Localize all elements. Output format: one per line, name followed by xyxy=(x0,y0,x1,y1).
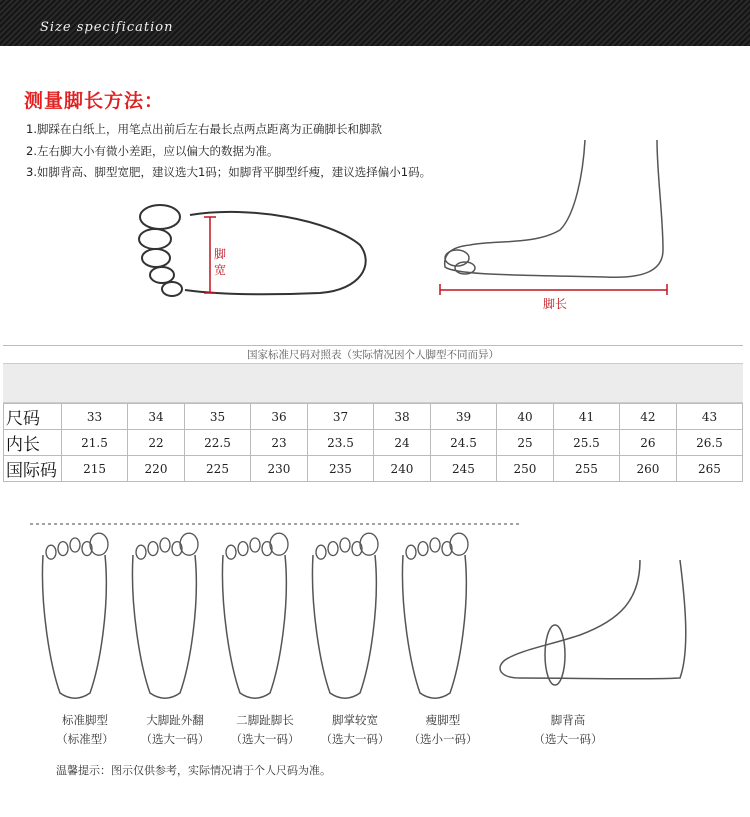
toe-outline xyxy=(418,542,428,556)
toe-outline xyxy=(250,538,260,552)
size-cell: 23.5 xyxy=(307,430,373,456)
foot-type-name: 脚背高 xyxy=(550,713,586,727)
size-cell: 265 xyxy=(676,456,742,482)
foot-outline xyxy=(42,555,106,698)
size-cell: 260 xyxy=(619,456,676,482)
size-cell: 22.5 xyxy=(184,430,250,456)
foot-type-outlines xyxy=(30,515,530,705)
toe-outline xyxy=(148,542,158,556)
toe-outline xyxy=(430,538,440,552)
size-cell: 25 xyxy=(496,430,553,456)
foot-type-advice: （选大一码） xyxy=(533,732,603,746)
foot-type-name: 瘦脚型 xyxy=(425,713,461,727)
toe-outline xyxy=(360,533,378,555)
toe-outline xyxy=(328,542,338,556)
size-cell: 21.5 xyxy=(62,430,128,456)
size-row-header: 国际码 xyxy=(4,456,62,482)
size-chart-header-band xyxy=(3,363,743,403)
foot-type-advice: （选大一码） xyxy=(140,732,210,746)
foot-length-label: 脚长 xyxy=(543,297,568,311)
size-cell: 26 xyxy=(619,430,676,456)
size-cell: 33 xyxy=(62,404,128,430)
toe-outline xyxy=(46,545,56,559)
toe-outline xyxy=(70,538,80,552)
size-cell: 26.5 xyxy=(676,430,742,456)
size-row-header: 内长 xyxy=(4,430,62,456)
size-row xyxy=(4,404,743,430)
size-cell: 230 xyxy=(251,456,308,482)
header-banner xyxy=(0,0,750,46)
foot-type-name: 二脚趾脚长 xyxy=(236,713,294,727)
foot-type-advice: （选大一码） xyxy=(230,732,300,746)
size-cell: 24.5 xyxy=(430,430,496,456)
size-cell: 255 xyxy=(553,456,619,482)
foot-sole-illustration xyxy=(130,195,380,305)
foot-type-advice: （选大一码） xyxy=(320,732,390,746)
size-cell: 215 xyxy=(62,456,128,482)
foot-outline xyxy=(222,555,286,698)
size-cell: 240 xyxy=(374,456,431,482)
foot-width-label: 脚宽 xyxy=(214,247,227,277)
foot-outline xyxy=(132,555,196,698)
toe-outline xyxy=(136,545,146,559)
toe-outline xyxy=(270,533,288,555)
toe-outline xyxy=(58,542,68,556)
toe-outline xyxy=(160,538,170,552)
toe-outline xyxy=(180,533,198,555)
size-row xyxy=(4,456,743,482)
banner-title: Size specification xyxy=(40,20,174,35)
foot-outline xyxy=(312,555,376,698)
foot-type-advice: （选小一码） xyxy=(408,732,478,746)
size-cell: 40 xyxy=(496,404,553,430)
toe-outline xyxy=(226,545,236,559)
size-cell: 250 xyxy=(496,456,553,482)
size-row-header: 尺码 xyxy=(4,404,62,430)
size-cell: 43 xyxy=(676,404,742,430)
size-cell: 245 xyxy=(430,456,496,482)
size-cell: 34 xyxy=(128,404,185,430)
foot-type-advice: （标准型） xyxy=(56,732,114,746)
instruction-3: 3.如脚背高、脚型宽肥，建议选大1码；如脚背平脚型纤瘦，建议选择偏小1码。 xyxy=(26,165,432,179)
size-cell: 220 xyxy=(128,456,185,482)
size-cell: 22 xyxy=(128,430,185,456)
size-cell: 24 xyxy=(374,430,431,456)
measure-heading: 测量脚长方法： xyxy=(24,90,165,112)
high-instep-illustration xyxy=(490,560,700,710)
size-cell: 225 xyxy=(184,456,250,482)
foot-type-name: 脚掌较宽 xyxy=(332,713,378,727)
foot-type-name: 标准脚型 xyxy=(62,713,108,727)
size-cell: 37 xyxy=(307,404,373,430)
size-chart-title: 国家标准尺码对照表（实际情况因个人脚型不同而异） xyxy=(3,345,743,363)
toe-outline xyxy=(90,533,108,555)
foot-type-name: 大脚趾外翻 xyxy=(146,713,204,727)
instruction-2: 2.左右脚大小有微小差距，应以偏大的数据为准。 xyxy=(26,144,279,158)
toe-outline xyxy=(406,545,416,559)
size-cell: 41 xyxy=(553,404,619,430)
size-cell: 235 xyxy=(307,456,373,482)
size-cell: 42 xyxy=(619,404,676,430)
size-cell: 39 xyxy=(430,404,496,430)
size-cell: 36 xyxy=(251,404,308,430)
foot-outline xyxy=(402,555,466,698)
size-cell: 38 xyxy=(374,404,431,430)
tip-note: 温馨提示：图示仅供参考，实际情况请于个人尺码为准。 xyxy=(56,764,331,777)
size-table xyxy=(3,403,743,482)
size-cell: 35 xyxy=(184,404,250,430)
size-cell: 25.5 xyxy=(553,430,619,456)
toe-outline xyxy=(238,542,248,556)
instruction-1: 1.脚踩在白纸上，用笔点出前后左右最长点两点距离为正确脚长和脚款 xyxy=(26,122,382,136)
toe-outline xyxy=(316,545,326,559)
size-cell: 23 xyxy=(251,430,308,456)
size-row xyxy=(4,430,743,456)
toe-outline xyxy=(450,533,468,555)
toe-outline xyxy=(340,538,350,552)
foot-side-illustration xyxy=(435,135,675,295)
